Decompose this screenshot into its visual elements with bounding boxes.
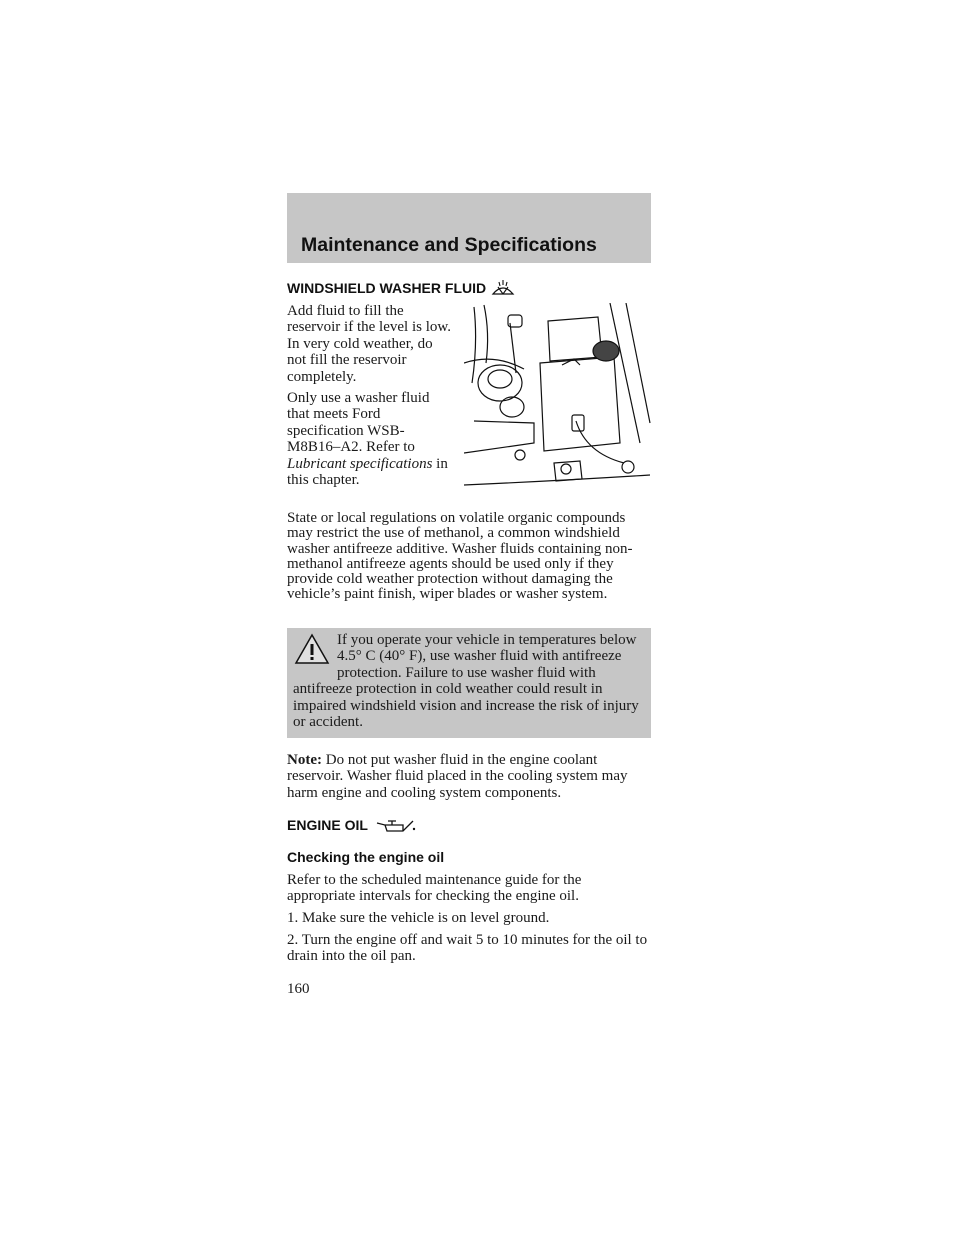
windshield-washer-icon	[490, 278, 516, 298]
page-number: 160	[287, 981, 310, 997]
engine-oil-heading	[287, 815, 417, 835]
note-paragraph	[287, 752, 651, 801]
warning-box	[287, 628, 651, 738]
engine-compartment-illustration	[464, 303, 652, 495]
section-header-band	[287, 193, 651, 263]
engine-oil-heading-text: ENGINE OIL	[287, 817, 368, 833]
oil-step-2: 2. Turn the engine off and wait 5 to 10 minutes for the oil to drain into the oil pan.	[287, 932, 648, 965]
washer-fluid-heading	[287, 278, 516, 298]
checking-oil-subheading: Checking the engine oil	[287, 849, 445, 865]
washer-para-2-lead: Only use a washer fluid that meets Ford specification WSB-M8B16–A2. Refer to	[287, 390, 430, 456]
note-text: Do not put washer fluid in the engine coolant reservoir. Washer fluid placed in the cooling system may harm engine and cooling system components.	[287, 752, 628, 801]
note-label: Note:	[287, 752, 322, 768]
warning-triangle-icon	[293, 632, 331, 666]
washer-para-1: Add fluid to fill the reservoir if the level is low. In very cold weather, do not fill the reservoir completely.	[287, 303, 451, 385]
oil-para-1: Refer to the scheduled maintenance guide for the appropriate intervals for checking the engine oil.	[287, 872, 582, 905]
warning-content	[293, 632, 643, 730]
warning-text: If you operate your vehicle in temperatures below 4.5° C (40° F), use washer fluid with antifreeze protection. Failure to use washer fluid with antifreeze protection in cold weather could result in impaired windshield vision and increase the risk of injury or accident.	[293, 632, 639, 731]
oil-step-1: 1. Make sure the vehicle is on level ground.	[287, 910, 550, 926]
washer-fluid-heading-text: WINDSHIELD WASHER FLUID	[287, 280, 487, 296]
oil-can-icon	[373, 815, 417, 835]
washer-para-3: State or local regulations on volatile organic compounds may restrict the use of methanol, a common windshield washer antifreeze additive. Washer fluids containing non-methanol antifreeze agents should be used only if they provide cold weather protection without damaging the vehicle’s paint finish, wiper blades or washer system.	[287, 510, 633, 603]
washer-para-2	[287, 390, 452, 488]
lubricant-spec-reference: Lubricant specifications	[287, 455, 433, 472]
section-title: Maintenance and Specifications	[301, 234, 597, 256]
washer-para-2-tail: in this chapter.	[287, 455, 448, 489]
